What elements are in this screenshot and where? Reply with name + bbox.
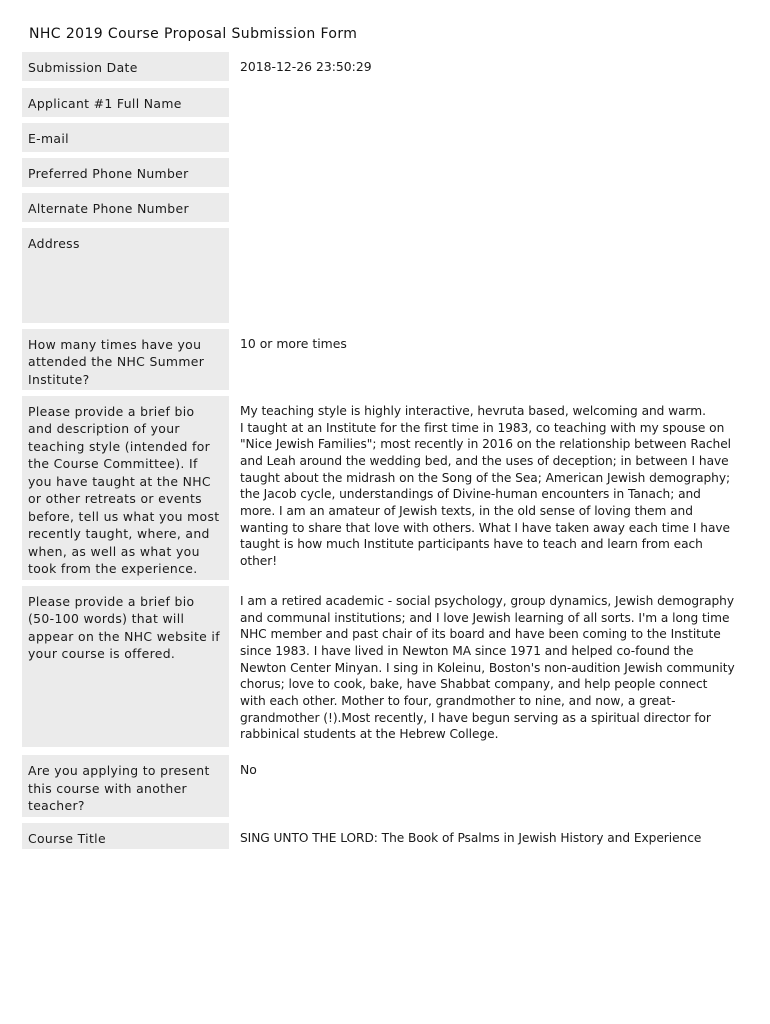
field-value	[229, 228, 742, 323]
field-value	[229, 193, 742, 222]
field-label: Please provide a brief bio and description of your teaching style (intended for the Course Committee). If you have taught at the NHC or other retreats or events before, tell us what you most recently taught, where, and when, as well as what you took from the experience.	[22, 396, 229, 580]
field-label: Course Title	[22, 823, 229, 849]
field-value: 10 or more times	[240, 335, 347, 351]
field-value: No	[240, 762, 257, 778]
field-label: Address	[22, 228, 229, 323]
field-label: Alternate Phone Number	[22, 193, 229, 222]
field-value	[229, 88, 742, 117]
page-title: NHC 2019 Course Proposal Submission Form	[29, 26, 358, 42]
field-label: Submission Date	[22, 52, 229, 81]
table-row	[22, 88, 742, 117]
field-value	[229, 158, 742, 187]
field-label: Please provide a brief bio (50-100 words) that will appear on the NHC website if your course is offered.	[22, 586, 229, 747]
field-value: I am a retired academic - social psychology, group dynamics, Jewish demography and communal institutions; and I love Jewish learning of all sorts. I'm a long time NHC member and past chair of its board and have been coming to the Institute since 1983. I have lived in Newton MA since 1971 and helped co-found the Newton Center Minyan. I sing in Koleinu, Boston's non-audition Jewish community chorus; love to cook, bake, have Shabbat company, and help people connect with each other. Mother to four, grandmother to nine, and now, a great-grandmother (!).Most recently, I have begun serving as a spiritual director for rabbinical students at the Hebrew College.	[240, 593, 735, 742]
table-row	[22, 52, 742, 82]
field-value	[229, 123, 742, 152]
field-label: E-mail	[22, 123, 229, 152]
table-row	[22, 755, 742, 817]
field-label: Preferred Phone Number	[22, 158, 229, 187]
table-row	[22, 329, 742, 390]
field-label: Are you applying to present this course with another teacher?	[22, 755, 229, 817]
table-row	[22, 586, 742, 749]
table-row	[22, 823, 742, 853]
field-label: How many times have you attended the NHC Summer Institute?	[22, 329, 229, 390]
table-row	[22, 193, 742, 222]
table-row	[22, 228, 742, 323]
table-row	[22, 396, 742, 580]
table-row	[22, 123, 742, 152]
field-value: 2018-12-26 23:50:29	[240, 59, 372, 74]
field-value: SING UNTO THE LORD: The Book of Psalms in Jewish History and Experience	[240, 831, 702, 846]
table-row	[22, 158, 742, 187]
field-label: Applicant #1 Full Name	[22, 88, 229, 117]
field-value: My teaching style is highly interactive, hevruta based, welcoming and warm. I taught at an Institute for the first time in 1983, co teaching with my spouse on "Nice Jewish Families"; most recently in 2016 on the relationship between Rachel and Leah around the wedding bed, and the uses of deception; in between I have taught about the midrash on the Song of the Sea; American Jewish demography; the Jacob cycle, understandings of Divine-human encounters in Tanach; and more. I am an amateur of Jewish texts, in the old sense of loving them and wanting to share that love with others. What I have taken away each time I have taught is how much Institute participants have to teach and learn from each other!	[240, 403, 732, 569]
submission-table	[22, 52, 742, 859]
